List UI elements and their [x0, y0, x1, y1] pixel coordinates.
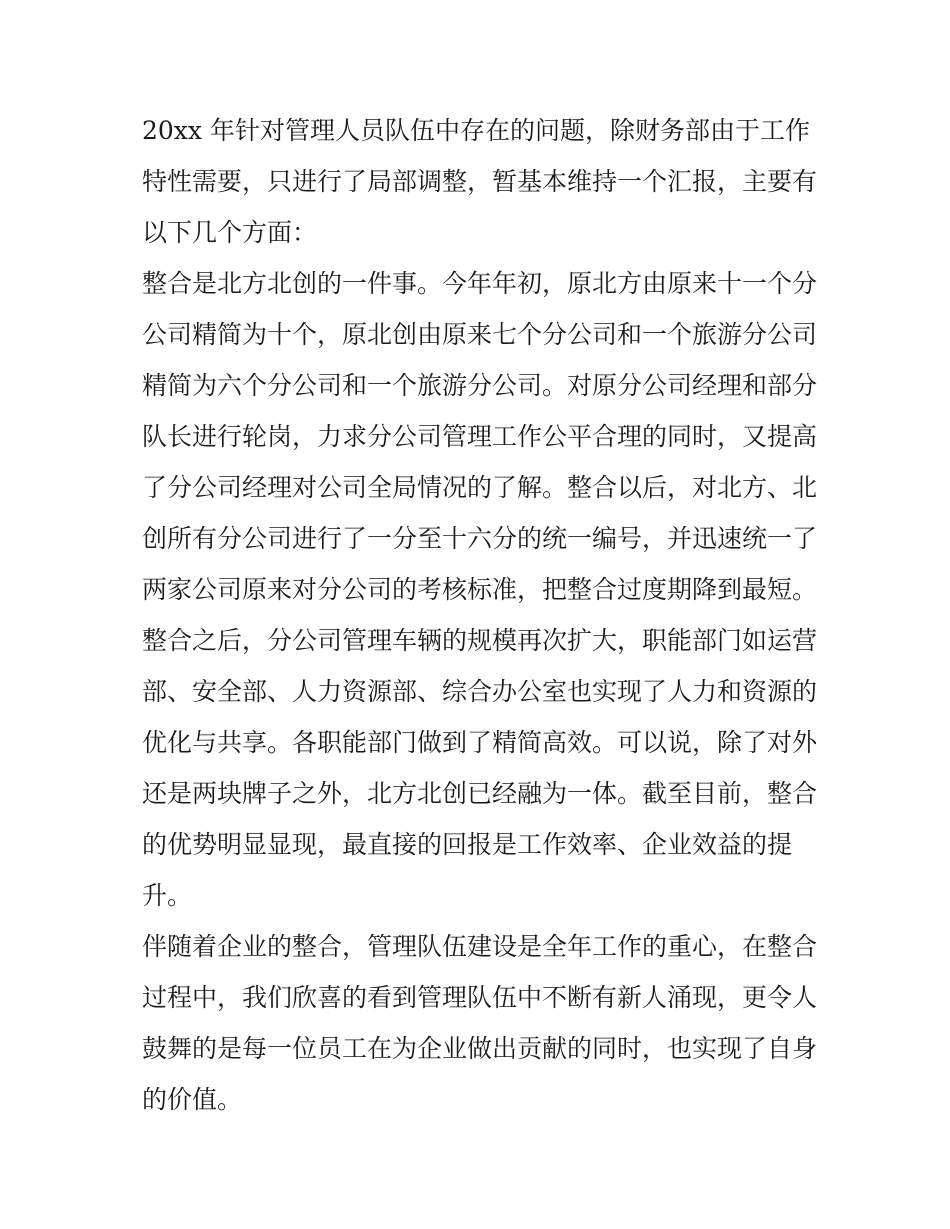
- text-line: 20xx 年针对管理人员队伍中存在的问题，除财务部由于工作: [142, 116, 810, 145]
- text-line: 整合之后，分公司管理车辆的规模再次扩大，职能部门如运营: [142, 626, 818, 655]
- text-line: 两家公司原来对分公司的考核标准，把整合过度期降到最短。: [142, 575, 818, 604]
- text-line: 优化与共享。各职能部门做到了精简高效。可以说，除了对外: [142, 728, 818, 757]
- document-body: [142, 105, 817, 1125]
- text-line: 公司精简为十个，原北创由原来七个分公司和一个旅游分公司: [142, 320, 818, 349]
- text-line: 鼓舞的是每一位员工在为企业做出贡献的同时，也实现了自身: [142, 1034, 818, 1063]
- text-line: 过程中，我们欣喜的看到管理队伍中不断有新人涌现，更令人: [142, 983, 818, 1012]
- text-line: 升。: [142, 881, 193, 910]
- text-line: 的优势明显显现，最直接的回报是工作效率、企业效益的提: [142, 830, 793, 859]
- text-line: 了分公司经理对公司全局情况的了解。整合以后，对北方、北: [142, 473, 818, 502]
- text-line: 整合是北方北创的一件事。今年年初，原北方由原来十一个分: [142, 269, 818, 298]
- text-line: 精简为六个分公司和一个旅游分公司。对原分公司经理和部分: [142, 371, 818, 400]
- text-line: 部、安全部、人力资源部、综合办公室也实现了人力和资源的: [142, 677, 818, 706]
- text-line: 特性需要，只进行了局部调整，暂基本维持一个汇报，主要有: [142, 167, 818, 196]
- text-line: 以下几个方面：: [142, 218, 318, 247]
- text-line: 伴随着企业的整合，管理队伍建设是全年工作的重心，在整合: [142, 932, 818, 961]
- text-line: 的价值。: [142, 1085, 243, 1114]
- text-line: 队长进行轮岗，力求分公司管理工作公平合理的同时，又提高: [142, 422, 818, 451]
- text-line: 还是两块牌子之外，北方北创已经融为一体。截至目前，整合: [142, 779, 818, 808]
- text-line: 创所有分公司进行了一分至十六分的统一编号，并迅速统一了: [142, 524, 818, 553]
